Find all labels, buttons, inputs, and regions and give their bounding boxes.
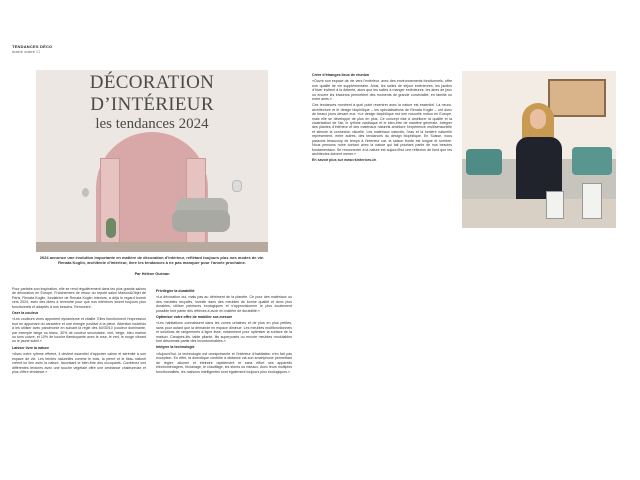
byline: Par Hélène Guénan (134, 272, 170, 276)
pendant-lamp (232, 180, 242, 192)
paragraph: Ces tendances montrent à quel point recentrer avec la nature est essentiel. La neuro-architecture et le design biophilique – les spécialisations de Renata Koglin – ont donc de beaux jours devant eux. «Le design biophilique est une nouvelle notion en Europe, mais elle se développe de plus en plus. Ce concept vise à améliorer la qualité et la cicatrisation de l’air, le rythme cardiaque et le bien-être de manière générale. Intégrer des plantes d’intérieur et des matériaux naturels améliore l’expérience multisensorielle et stimule la connexion visuelle. Les matériaux naturels, l’eau et la lumière naturelle représentent, entre autres, des tendances du design biophilique. En Suisse, nous passons beaucoup de temps à l’intérieur car, la saison froide est longue et sombre. Nous pensons notre contact avec la nature qui fait pourtant partie de nos besoins fondamentaux. Se reconnecter à la nature est aujourd’hui une réflexion de fond que les architectes doivent mener.» (312, 103, 452, 156)
paragraph: «Ouvrir son espace de vie vers l’extérieur, avec des environnements fonctionnels, offre une qualité de vie supplémentaire. Ainsi, les salles de séjour extérieures, les jardins d’hiver invitent à la détente, alors que les salles à manger extérieures, les aires de jeux ou encore les braseros permettent des moments de grande convivialité, en famille ou entre amis.» (312, 79, 452, 102)
photo-pillow-right (572, 147, 612, 175)
section-heading: Créer d’étranges lieux de réunion (312, 73, 370, 77)
paragraph: «Avec notre rythme effréné, il devient essentiel d’apporter calme et sérénité à son espace de vie. Les teintes naturelles comme le bois, la pierre et le tissu naturel créent un lien avec la nature, favorisant le bien-être des occupants. Combinez ces différentes textures avec une touche végétale offre une ambiance chaleureuse et plus d’être tendance.» (12, 352, 146, 374)
photo-painting (548, 79, 606, 117)
section-heading: Privilégier la durabilité (156, 289, 195, 293)
section-rubric (12, 44, 52, 54)
plant (106, 218, 116, 238)
paragraph: «Les habitations connaissent dans les zones urbaines et de plus en plus petites, sans pour autant que la demande en espace diminue. Les meubles multifonctionnels et solutions de rangements à ligne lisse, notamment pour optimiser la surface de la maison. Canapés-lits, table pliante, lits superposés ou encore meubles modulables font désormais partie des incontournables.» (156, 321, 292, 344)
article-column-3 (312, 71, 452, 165)
section-heading: Laisser livre la nature (12, 345, 49, 350)
photo-pillow-left (466, 149, 502, 175)
paragraph: «Les couleurs vives apportent dynamisme et vitalité. Elles fonctionnent l’expression tout en apportant du caractère et une énergie positive à la pièce. Attention toutefois à les utiliser avec parcimonie en suivant la règle des 60/30/10 (couleur dominante, par exemple beige ou blanc, 30% de couleur secondaire, vert, beige, bleu marine ou tons cuivre, et 10% de touche flamboyante avec le rose, le vert, le rouge vibrant ou le jaune soleil.» (12, 317, 146, 344)
website-link[interactable]: En savoir plus sur www.rkinteriors.ch (312, 158, 377, 163)
rubric-tag: TENDANCES (12, 44, 39, 49)
section-heading: Optimiser votre offre de mobilier sur-mesure (156, 315, 233, 320)
portrait-photo (462, 71, 616, 228)
photo-lantern-large (582, 183, 602, 219)
armchair (172, 210, 230, 232)
photo-lantern-small (546, 191, 564, 219)
paragraph: «Aujourd’hui, la technologie est omniprésente et l’intérieur d’habitation n’en fait pas exception. En effet, la domotique contrôle à distance via son smartphone permettant de régler, allumer et éteindre rapidement et sans effort ses appareils électroménagers, l’éclairage, le chauffage, les stores ou rideaux. Avec leurs multiples fonctionnalités, les maisons intelligentes sont également toujours plus écologiques.» (156, 351, 292, 374)
article-column-1 (12, 287, 146, 376)
hero-image (36, 70, 268, 252)
hero-title-line1: DÉCORATION D’INTÉRIEUR (89, 72, 215, 115)
section-heading: Intégrer la technologie (156, 345, 195, 350)
section-heading: Oser la couleur (12, 311, 39, 316)
wall-lamp (82, 188, 89, 197)
hero-title-line2: les tendances 2024 (95, 116, 209, 132)
rubric-tag2: DÉCO (40, 44, 53, 49)
article-column-2 (156, 287, 292, 376)
photo-woman-face (530, 109, 546, 129)
rubric-source: marie claire ☐ (12, 49, 41, 54)
image-caption: 2024 annonce une évolution importante en matière de décoration d’intérieur, reflétant toujours plus nos modes de vie. Renata Koglin, architecte d’intérieur, livre les tendances à ne pas manquer pour l’année prochaine. (39, 255, 265, 265)
hero-title (36, 72, 268, 132)
floor (36, 242, 268, 252)
paragraph: Pour parfaire son inspiration, elle se rend régulièrement dans les plus grands salons de décoration en Europe. Fraîchement de retour du réputé salon Maison&Objet de Paris, Renata Koglin, fondatrice de Renata Koglin Interiors, a déjà le regard tourné vers 2024, avec des idées à revendre pour que nos intérieurs soient toujours plus fonctionnels et adaptés à nos besoins. Rencontre. (12, 287, 146, 309)
paragraph: «La décoration oui, mais pas au détriment de la planète. Ce pour des matériaux ou des meubles recyclés, investir dans des meubles de bonne qualité et donc plus durables, utiliser peintures écologiques et s’approvisionner le plus localement possible font partie des réflexes à avoir en matière de durabilité.» (156, 295, 292, 313)
